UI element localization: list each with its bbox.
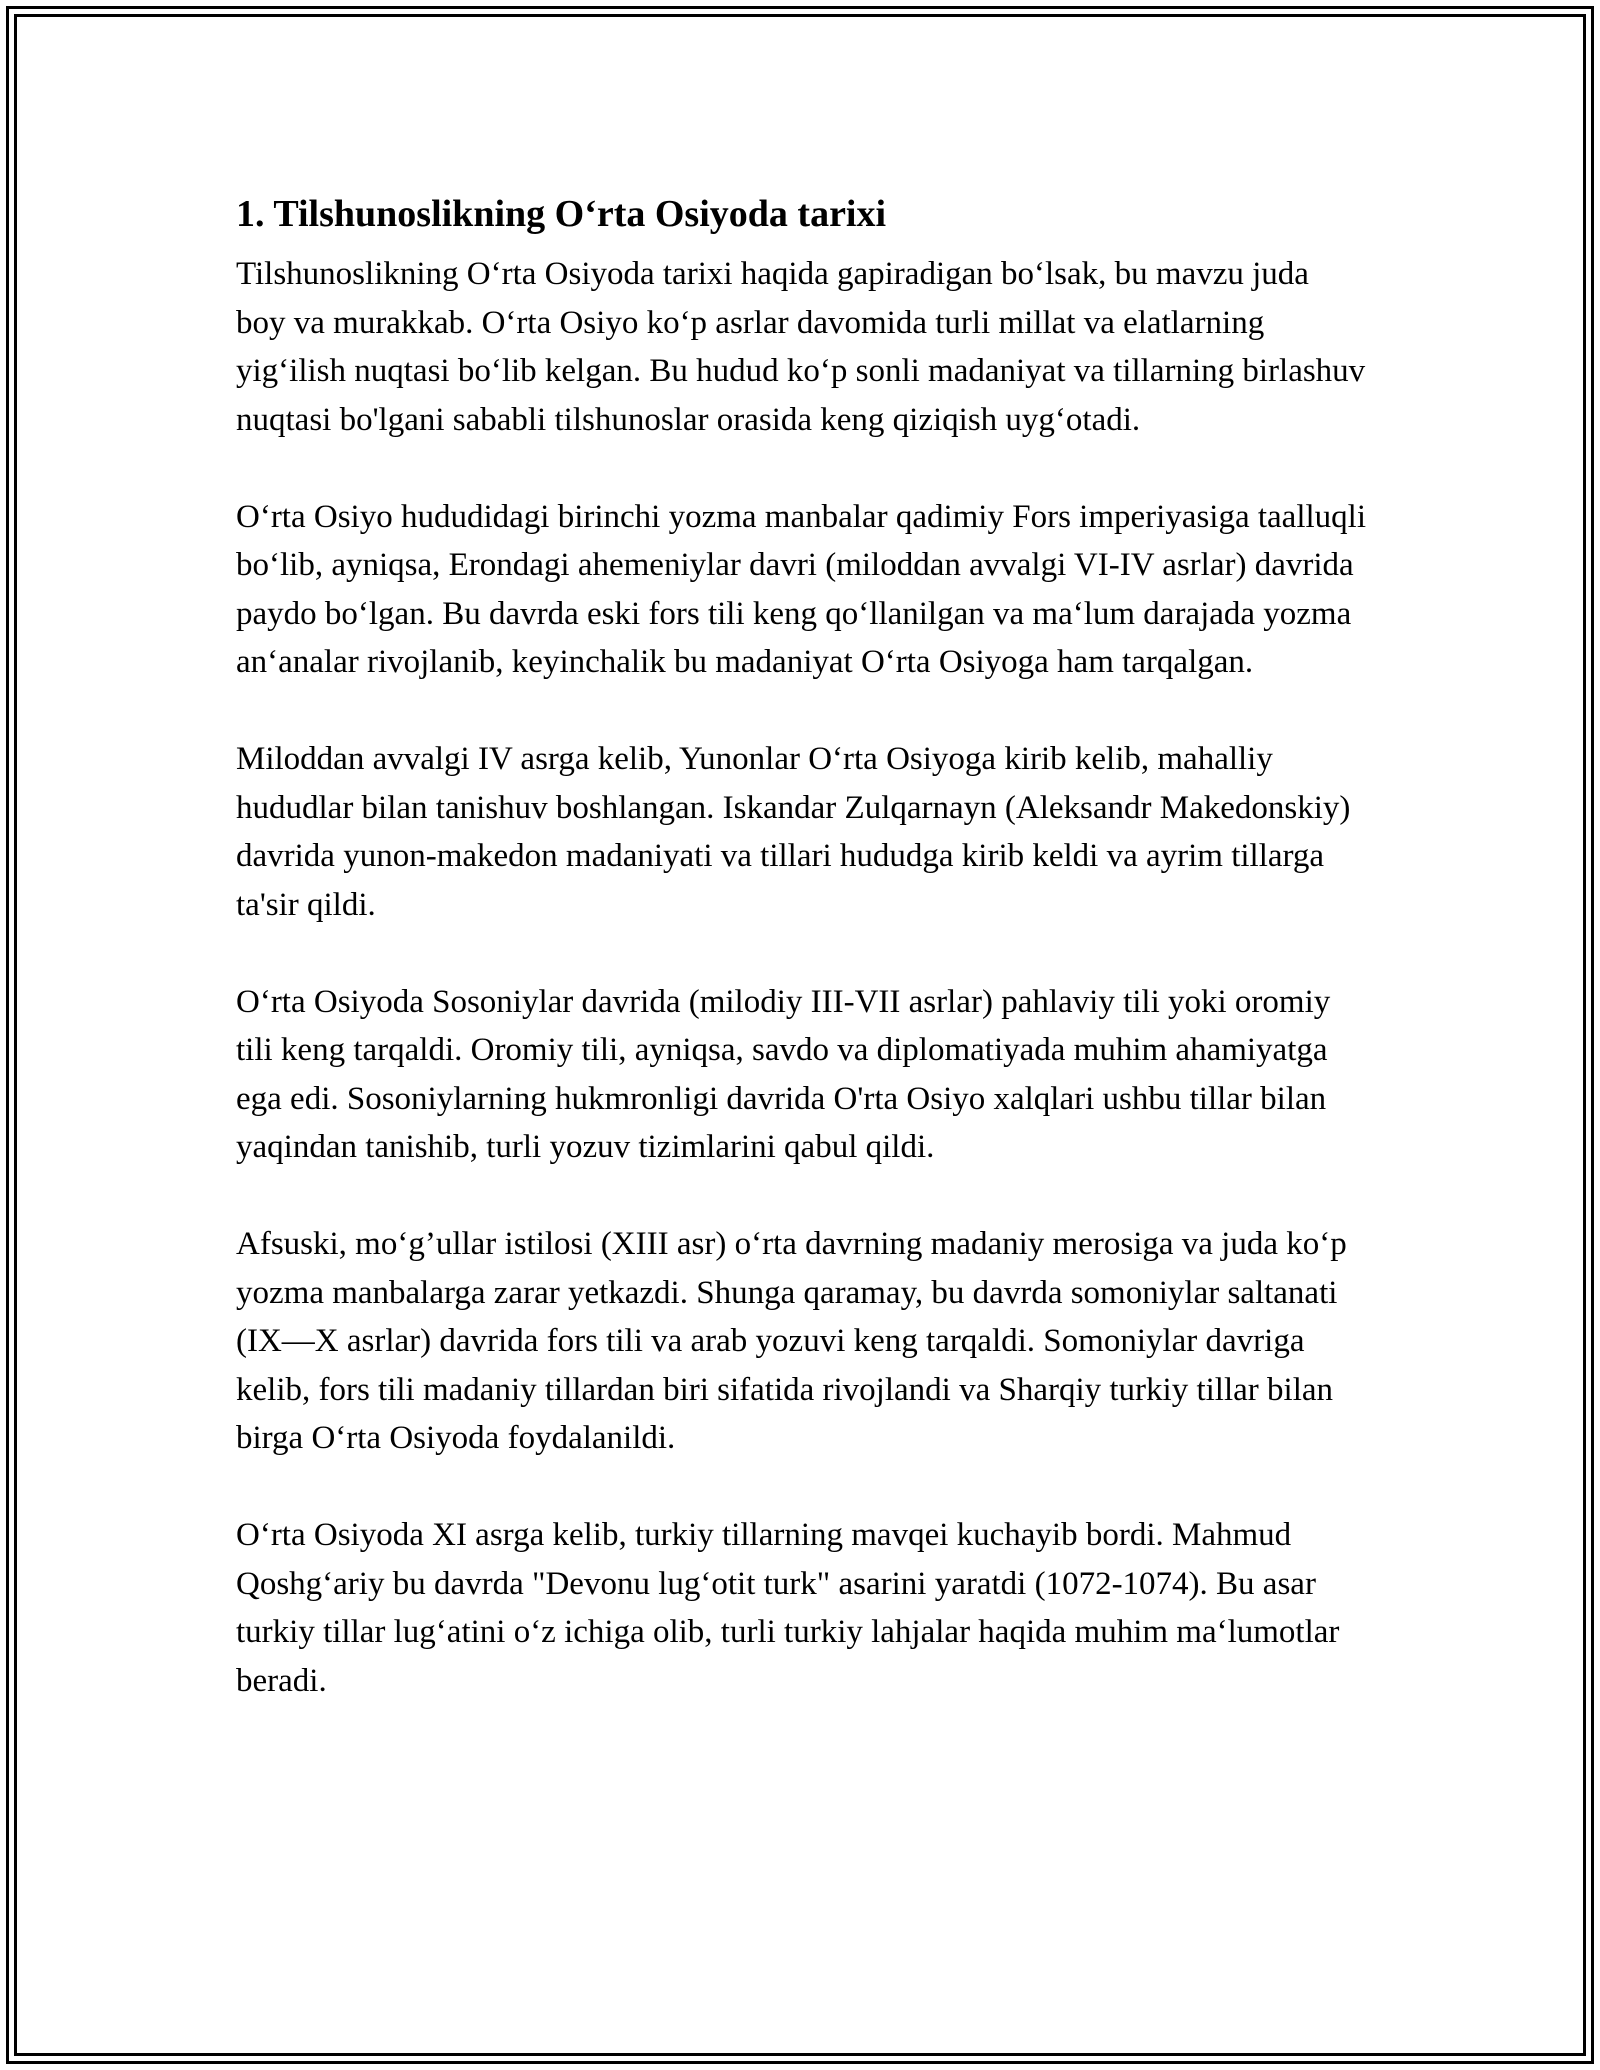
paragraph-persian-sources: O‘rta Osiyo hududidagi birinchi yozma manbalar qadimiy Fors imperiyasiga taalluqli bo‘lib, ayniqsa, Erondagi ahemeniylar davri (miloddan avvalgi VI-IV asrlar) davrida paydo bo‘lgan. Bu davrda eski fors tili keng qo‘llanilgan va ma‘lum darajada yozma an‘analar rivojlanib, keyinchalik bu madaniyat O‘rta Osiyoga ham tarqalgan. bbox=[236, 498, 1366, 680]
paragraph-mongols-samanids: Afsuski, mo‘g’ullar istilosi (XIII asr) o‘rta davrning madaniy merosiga va juda ko‘p yozma manbalarga zarar yetkazdi. Shunga qaramay, bu davrda somoniylar saltanati (IX—X asrlar) davrida fors tili va arab yozuvi keng tarqaldi. Somoniylar davriga kelib, fors tili madaniy tillardan biri sifatida rivojlandi va Sharqiy turkiy tillar bilan birga O‘rta Osiyoda foydalanildi. bbox=[236, 1226, 1347, 1456]
paragraph-greeks: Miloddan avvalgi IV asrga kelib, Yunonlar O‘rta Osiyoga kirib kelib, mahalliy hududlar bilan tanishuv boshlangan. Iskandar Zulqarnayn (Aleksandr Makedonskiy) davrida yunon-makedon madaniyati va tillari hududga kirib keldi va ayrim tillarga ta'sir qildi. bbox=[236, 741, 1351, 923]
paragraph-sasanids: O‘rta Osiyoda Sosoniylar davrida (milodiy III-VII asrlar) pahlaviy tili yoki oromiy tili keng tarqaldi. Oromiy tili, ayniqsa, savdo va diplomatiyada muhim ahamiyatga ega edi. Sosoniylarning hukmronligi davrida O'rta Osiyo xalqlari ushbu tillar bilan yaqindan tanishib, turli yozuv tizimlarini qabul qildi. bbox=[236, 983, 1331, 1165]
paragraph-turkic-languages: O‘rta Osiyoda XI asrga kelib, turkiy tillarning mavqei kuchayib bordi. Mahmud Qoshg‘ariy bu davrda "Devonu lug‘otit turk" asarini yaratdi (1072-1074). Bu asar turkiy tillar lug‘atini o‘z ichiga olib, turli turkiy lahjalar haqida muhim ma‘lumotlar beradi. bbox=[236, 1517, 1340, 1699]
section-title: 1. Tilshunoslikning O‘rta Osiyoda tarixi bbox=[236, 193, 887, 235]
paragraph-intro: Tilshunoslikning O‘rta Osiyoda tarixi haqida gapiradigan bo‘lsak, bu mavzu juda boy va murakkab. O‘rta Osiyo ko‘p asrlar davomida turli millat va elatlarning yig‘ilish nuqtasi bo‘lib kelgan. Bu hudud ko‘p sonli madaniyat va tillarning birlashuv nuqtasi bo'lgani sababli tilshunoslar orasida keng qiziqish uyg‘otadi. bbox=[236, 256, 1366, 438]
document-body bbox=[236, 186, 1366, 1754]
